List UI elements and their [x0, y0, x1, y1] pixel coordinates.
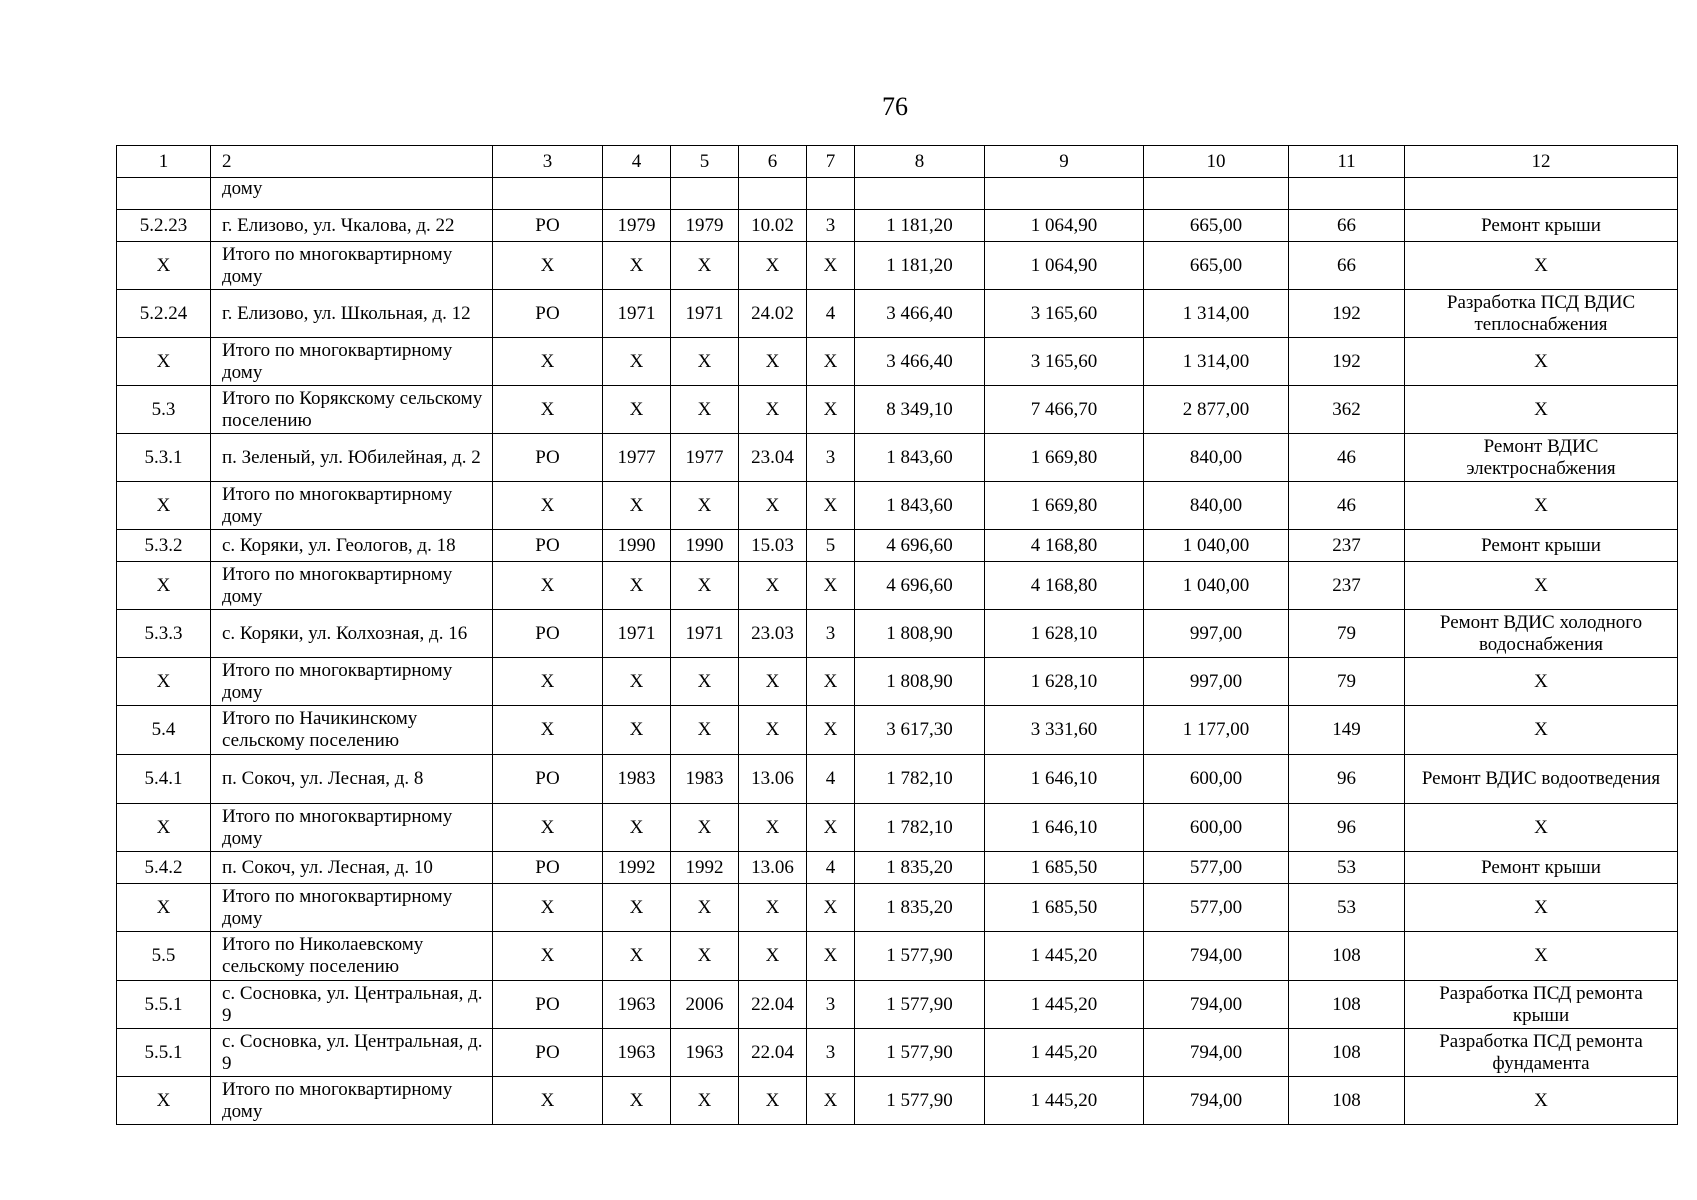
cell-date: X: [739, 338, 807, 386]
cell-year-built: 1979: [603, 210, 671, 242]
cell-work-type: X: [1405, 338, 1678, 386]
cell-total-area: 1 782,10: [855, 755, 985, 804]
cell-residents: 53: [1289, 884, 1405, 932]
cell-work-type: Разработка ПСД ремонта фундамента: [1405, 1029, 1678, 1077]
cell-floors: X: [807, 482, 855, 530]
cell-type: X: [493, 658, 603, 706]
table-row: [117, 1029, 1678, 1077]
cell-floors: X: [807, 242, 855, 290]
cell-residents: 96: [1289, 804, 1405, 852]
cell-floors: 3: [807, 610, 855, 658]
cell-address: г. Елизово, ул. Школьная, д. 12: [211, 290, 493, 338]
cell-floors: 7: [807, 146, 855, 178]
cell-year-built: X: [603, 242, 671, 290]
table-row: [117, 610, 1678, 658]
cell-work-type: X: [1405, 658, 1678, 706]
cell-date: 22.04: [739, 1029, 807, 1077]
cell-date: X: [739, 482, 807, 530]
cell-date: 13.06: [739, 755, 807, 804]
cell-date: 10.02: [739, 210, 807, 242]
cell-residents: 46: [1289, 434, 1405, 482]
cell-living-area: 1 628,10: [985, 610, 1144, 658]
cell-year-built: 4: [603, 146, 671, 178]
cell-total-area: 1 808,90: [855, 658, 985, 706]
cell-year-commission: X: [671, 932, 739, 981]
cell-total-area: 3 466,40: [855, 338, 985, 386]
cell-year-built: X: [603, 1077, 671, 1125]
cell-work-type: X: [1405, 386, 1678, 434]
cell-date: [739, 178, 807, 210]
cell-address: Итого по многоквартирному дому: [211, 804, 493, 852]
cell-year-built: 1971: [603, 610, 671, 658]
cell-total-area: 8 349,10: [855, 386, 985, 434]
table-row: [117, 981, 1678, 1029]
cell-address: Итого по Начикинскому сельскому поселению: [211, 706, 493, 755]
cell-total-area: 8: [855, 146, 985, 178]
cell-nonliving-area: 10: [1144, 146, 1289, 178]
cell-floors: 5: [807, 530, 855, 562]
cell-year-built: X: [603, 884, 671, 932]
cell-year-built: [603, 178, 671, 210]
cell-type: РО: [493, 434, 603, 482]
cell-living-area: 1 064,90: [985, 210, 1144, 242]
cell-work-type: 12: [1405, 146, 1678, 178]
cell-type: X: [493, 884, 603, 932]
cell-total-area: 1 782,10: [855, 804, 985, 852]
table-row: [117, 658, 1678, 706]
table-row: [117, 884, 1678, 932]
cell-residents: 66: [1289, 210, 1405, 242]
cell-living-area: [985, 178, 1144, 210]
cell-address: с. Коряки, ул. Колхозная, д. 16: [211, 610, 493, 658]
cell-total-area: [855, 178, 985, 210]
cell-total-area: 4 696,60: [855, 530, 985, 562]
cell-address: п. Зеленый, ул. Юбилейная, д. 2: [211, 434, 493, 482]
cell-number: 5.4.2: [117, 852, 211, 884]
cell-date: X: [739, 1077, 807, 1125]
cell-number: 5.5.1: [117, 981, 211, 1029]
cell-type: X: [493, 1077, 603, 1125]
cell-floors: X: [807, 562, 855, 610]
cell-total-area: 1 835,20: [855, 884, 985, 932]
cell-year-commission: X: [671, 338, 739, 386]
cell-nonliving-area: 1 314,00: [1144, 290, 1289, 338]
cell-residents: 108: [1289, 981, 1405, 1029]
cell-type: X: [493, 482, 603, 530]
cell-year-commission: X: [671, 482, 739, 530]
cell-residents: 192: [1289, 338, 1405, 386]
cell-year-built: X: [603, 386, 671, 434]
cell-year-built: X: [603, 658, 671, 706]
cell-year-commission: 1971: [671, 290, 739, 338]
cell-number: X: [117, 884, 211, 932]
cell-number: 5.4.1: [117, 755, 211, 804]
cell-floors: [807, 178, 855, 210]
cell-living-area: 3 165,60: [985, 290, 1144, 338]
cell-address: Итого по многоквартирному дому: [211, 1077, 493, 1125]
cell-date: 6: [739, 146, 807, 178]
cell-address: Итого по Николаевскому сельскому поселению: [211, 932, 493, 981]
cell-type: РО: [493, 1029, 603, 1077]
cell-type: X: [493, 386, 603, 434]
cell-date: X: [739, 562, 807, 610]
cell-residents: 362: [1289, 386, 1405, 434]
cell-number: 5.5: [117, 932, 211, 981]
cell-year-commission: 1992: [671, 852, 739, 884]
cell-nonliving-area: 665,00: [1144, 210, 1289, 242]
cell-total-area: 3 617,30: [855, 706, 985, 755]
cell-number: 5.3: [117, 386, 211, 434]
cell-year-built: X: [603, 482, 671, 530]
cell-residents: 108: [1289, 932, 1405, 981]
cell-number: [117, 178, 211, 210]
cell-residents: 96: [1289, 755, 1405, 804]
table-row: [117, 530, 1678, 562]
cell-floors: X: [807, 338, 855, 386]
cell-total-area: 1 843,60: [855, 482, 985, 530]
cell-work-type: X: [1405, 482, 1678, 530]
cell-year-commission: X: [671, 386, 739, 434]
cell-floors: 4: [807, 852, 855, 884]
cell-residents: 108: [1289, 1029, 1405, 1077]
cell-nonliving-area: 600,00: [1144, 755, 1289, 804]
header-row: [117, 146, 1678, 178]
cell-nonliving-area: 577,00: [1144, 852, 1289, 884]
cell-living-area: 1 064,90: [985, 242, 1144, 290]
cell-nonliving-area: 2 877,00: [1144, 386, 1289, 434]
cell-address: Итого по многоквартирному дому: [211, 482, 493, 530]
cell-year-commission: 1979: [671, 210, 739, 242]
cell-type: X: [493, 706, 603, 755]
cell-living-area: 7 466,70: [985, 386, 1144, 434]
cell-type: РО: [493, 210, 603, 242]
cell-type: X: [493, 804, 603, 852]
cell-type: X: [493, 562, 603, 610]
cell-year-commission: [671, 178, 739, 210]
cell-work-type: Разработка ПСД ВДИС теплоснабжения: [1405, 290, 1678, 338]
cell-type: 3: [493, 146, 603, 178]
cell-year-commission: X: [671, 804, 739, 852]
cell-total-area: 1 577,90: [855, 981, 985, 1029]
cell-type: РО: [493, 981, 603, 1029]
cell-nonliving-area: 600,00: [1144, 804, 1289, 852]
cell-floors: 4: [807, 290, 855, 338]
table-row: [117, 178, 1678, 210]
cell-number: X: [117, 658, 211, 706]
cell-total-area: 1 577,90: [855, 1077, 985, 1125]
cell-work-type: X: [1405, 1077, 1678, 1125]
cell-type: X: [493, 242, 603, 290]
cell-date: 24.02: [739, 290, 807, 338]
cell-residents: 79: [1289, 658, 1405, 706]
cell-floors: X: [807, 932, 855, 981]
cell-year-built: X: [603, 562, 671, 610]
cell-residents: 53: [1289, 852, 1405, 884]
cell-nonliving-area: 1 314,00: [1144, 338, 1289, 386]
cell-residents: 149: [1289, 706, 1405, 755]
table-row: [117, 242, 1678, 290]
cell-residents: [1289, 178, 1405, 210]
cell-year-commission: 1990: [671, 530, 739, 562]
cell-year-commission: 1977: [671, 434, 739, 482]
cell-residents: 108: [1289, 1077, 1405, 1125]
cell-total-area: 1 577,90: [855, 1029, 985, 1077]
cell-address: Итого по многоквартирному дому: [211, 338, 493, 386]
cell-living-area: 1 445,20: [985, 932, 1144, 981]
cell-year-commission: X: [671, 1077, 739, 1125]
cell-floors: X: [807, 1077, 855, 1125]
cell-living-area: 4 168,80: [985, 530, 1144, 562]
cell-year-commission: X: [671, 242, 739, 290]
cell-date: X: [739, 386, 807, 434]
cell-work-type: X: [1405, 884, 1678, 932]
cell-date: 22.04: [739, 981, 807, 1029]
table-row: [117, 932, 1678, 981]
cell-residents: 66: [1289, 242, 1405, 290]
cell-number: 5.3.2: [117, 530, 211, 562]
cell-living-area: 1 685,50: [985, 852, 1144, 884]
cell-living-area: 1 646,10: [985, 804, 1144, 852]
cell-floors: X: [807, 706, 855, 755]
cell-nonliving-area: 794,00: [1144, 981, 1289, 1029]
table-row: [117, 1077, 1678, 1125]
cell-type: X: [493, 338, 603, 386]
cell-total-area: 3 466,40: [855, 290, 985, 338]
cell-nonliving-area: 997,00: [1144, 610, 1289, 658]
table-row: [117, 338, 1678, 386]
cell-floors: X: [807, 884, 855, 932]
cell-address: г. Елизово, ул. Чкалова, д. 22: [211, 210, 493, 242]
cell-living-area: 3 165,60: [985, 338, 1144, 386]
cell-address: Итого по многоквартирному дому: [211, 658, 493, 706]
cell-type: X: [493, 932, 603, 981]
cell-work-type: X: [1405, 706, 1678, 755]
cell-total-area: 1 181,20: [855, 210, 985, 242]
cell-address: Итого по многоквартирному дому: [211, 562, 493, 610]
cell-year-built: 1963: [603, 1029, 671, 1077]
cell-nonliving-area: 997,00: [1144, 658, 1289, 706]
cell-year-commission: X: [671, 562, 739, 610]
cell-number: X: [117, 562, 211, 610]
cell-residents: 237: [1289, 562, 1405, 610]
cell-nonliving-area: 794,00: [1144, 1077, 1289, 1125]
cell-year-built: X: [603, 338, 671, 386]
cell-residents: 79: [1289, 610, 1405, 658]
cell-year-built: X: [603, 706, 671, 755]
cell-date: X: [739, 884, 807, 932]
cell-living-area: 1 669,80: [985, 482, 1144, 530]
cell-date: X: [739, 658, 807, 706]
cell-living-area: 4 168,80: [985, 562, 1144, 610]
cell-date: X: [739, 242, 807, 290]
data-table: [116, 145, 1678, 1125]
cell-type: [493, 178, 603, 210]
cell-living-area: 9: [985, 146, 1144, 178]
cell-year-commission: X: [671, 706, 739, 755]
cell-total-area: 1 835,20: [855, 852, 985, 884]
cell-type: РО: [493, 290, 603, 338]
cell-year-commission: X: [671, 658, 739, 706]
cell-living-area: 1 669,80: [985, 434, 1144, 482]
cell-year-commission: 5: [671, 146, 739, 178]
cell-year-commission: 1963: [671, 1029, 739, 1077]
cell-floors: X: [807, 658, 855, 706]
cell-nonliving-area: 840,00: [1144, 434, 1289, 482]
cell-nonliving-area: 794,00: [1144, 1029, 1289, 1077]
cell-address: Итого по Корякскому сельскому поселению: [211, 386, 493, 434]
cell-address: с. Сосновка, ул. Центральная, д. 9: [211, 1029, 493, 1077]
cell-work-type: X: [1405, 242, 1678, 290]
cell-floors: X: [807, 386, 855, 434]
cell-total-area: 1 181,20: [855, 242, 985, 290]
cell-address: Итого по многоквартирному дому: [211, 242, 493, 290]
cell-nonliving-area: [1144, 178, 1289, 210]
cell-number: 5.5.1: [117, 1029, 211, 1077]
cell-floors: 3: [807, 434, 855, 482]
cell-number: X: [117, 804, 211, 852]
cell-floors: 3: [807, 210, 855, 242]
cell-type: РО: [493, 755, 603, 804]
cell-address: с. Сосновка, ул. Центральная, д. 9: [211, 981, 493, 1029]
cell-living-area: 1 445,20: [985, 1077, 1144, 1125]
cell-address: п. Сокоч, ул. Лесная, д. 10: [211, 852, 493, 884]
cell-living-area: 1 445,20: [985, 981, 1144, 1029]
cell-address: 2: [211, 146, 493, 178]
cell-work-type: X: [1405, 804, 1678, 852]
table-row: [117, 804, 1678, 852]
cell-date: 15.03: [739, 530, 807, 562]
table-row: [117, 706, 1678, 755]
cell-nonliving-area: 840,00: [1144, 482, 1289, 530]
cell-number: X: [117, 1077, 211, 1125]
cell-date: 23.04: [739, 434, 807, 482]
cell-residents: 237: [1289, 530, 1405, 562]
cell-year-built: X: [603, 932, 671, 981]
cell-number: X: [117, 338, 211, 386]
cell-work-type: X: [1405, 932, 1678, 981]
cell-type: РО: [493, 610, 603, 658]
cell-address: дому: [211, 178, 493, 210]
cell-living-area: 1 445,20: [985, 1029, 1144, 1077]
cell-living-area: 1 628,10: [985, 658, 1144, 706]
cell-date: X: [739, 932, 807, 981]
cell-residents: 11: [1289, 146, 1405, 178]
table-row: [117, 386, 1678, 434]
table-row: [117, 755, 1678, 804]
cell-year-commission: 2006: [671, 981, 739, 1029]
cell-address: с. Коряки, ул. Геологов, д. 18: [211, 530, 493, 562]
cell-year-built: X: [603, 804, 671, 852]
cell-floors: X: [807, 804, 855, 852]
table-row: [117, 562, 1678, 610]
cell-date: 13.06: [739, 852, 807, 884]
cell-nonliving-area: 665,00: [1144, 242, 1289, 290]
cell-type: РО: [493, 530, 603, 562]
cell-number: 5.3.3: [117, 610, 211, 658]
table-row: [117, 434, 1678, 482]
cell-work-type: [1405, 178, 1678, 210]
cell-work-type: Ремонт ВДИС холодного водоснабжения: [1405, 610, 1678, 658]
cell-work-type: X: [1405, 562, 1678, 610]
cell-number: X: [117, 482, 211, 530]
cell-nonliving-area: 1 040,00: [1144, 562, 1289, 610]
table-row: [117, 852, 1678, 884]
cell-date: 23.03: [739, 610, 807, 658]
cell-year-built: 1990: [603, 530, 671, 562]
cell-number: 5.2.24: [117, 290, 211, 338]
cell-year-built: 1983: [603, 755, 671, 804]
cell-number: 5.4: [117, 706, 211, 755]
cell-nonliving-area: 1 177,00: [1144, 706, 1289, 755]
cell-date: X: [739, 706, 807, 755]
cell-number: 5.2.23: [117, 210, 211, 242]
cell-residents: 192: [1289, 290, 1405, 338]
cell-year-commission: 1983: [671, 755, 739, 804]
cell-year-built: 1977: [603, 434, 671, 482]
cell-date: X: [739, 804, 807, 852]
cell-year-commission: 1971: [671, 610, 739, 658]
cell-type: РО: [493, 852, 603, 884]
cell-number: X: [117, 242, 211, 290]
cell-address: Итого по многоквартирному дому: [211, 884, 493, 932]
cell-work-type: Ремонт ВДИС электроснабжения: [1405, 434, 1678, 482]
cell-year-commission: X: [671, 884, 739, 932]
cell-total-area: 1 808,90: [855, 610, 985, 658]
table-row: [117, 482, 1678, 530]
cell-address: п. Сокоч, ул. Лесная, д. 8: [211, 755, 493, 804]
cell-work-type: Ремонт ВДИС водоотведения: [1405, 755, 1678, 804]
cell-year-built: 1971: [603, 290, 671, 338]
cell-living-area: 1 646,10: [985, 755, 1144, 804]
cell-number: 5.3.1: [117, 434, 211, 482]
cell-nonliving-area: 577,00: [1144, 884, 1289, 932]
cell-work-type: Разработка ПСД ремонта крыши: [1405, 981, 1678, 1029]
page-number: 76: [882, 92, 908, 121]
cell-work-type: Ремонт крыши: [1405, 530, 1678, 562]
cell-total-area: 1 577,90: [855, 932, 985, 981]
cell-floors: 4: [807, 755, 855, 804]
cell-total-area: 1 843,60: [855, 434, 985, 482]
cell-nonliving-area: 794,00: [1144, 932, 1289, 981]
cell-work-type: Ремонт крыши: [1405, 210, 1678, 242]
cell-total-area: 4 696,60: [855, 562, 985, 610]
table-row: [117, 290, 1678, 338]
cell-year-built: 1963: [603, 981, 671, 1029]
cell-floors: 3: [807, 981, 855, 1029]
cell-number: 1: [117, 146, 211, 178]
table-row: [117, 210, 1678, 242]
cell-living-area: 1 685,50: [985, 884, 1144, 932]
cell-work-type: Ремонт крыши: [1405, 852, 1678, 884]
cell-year-built: 1992: [603, 852, 671, 884]
cell-nonliving-area: 1 040,00: [1144, 530, 1289, 562]
cell-floors: 3: [807, 1029, 855, 1077]
cell-residents: 46: [1289, 482, 1405, 530]
cell-living-area: 3 331,60: [985, 706, 1144, 755]
